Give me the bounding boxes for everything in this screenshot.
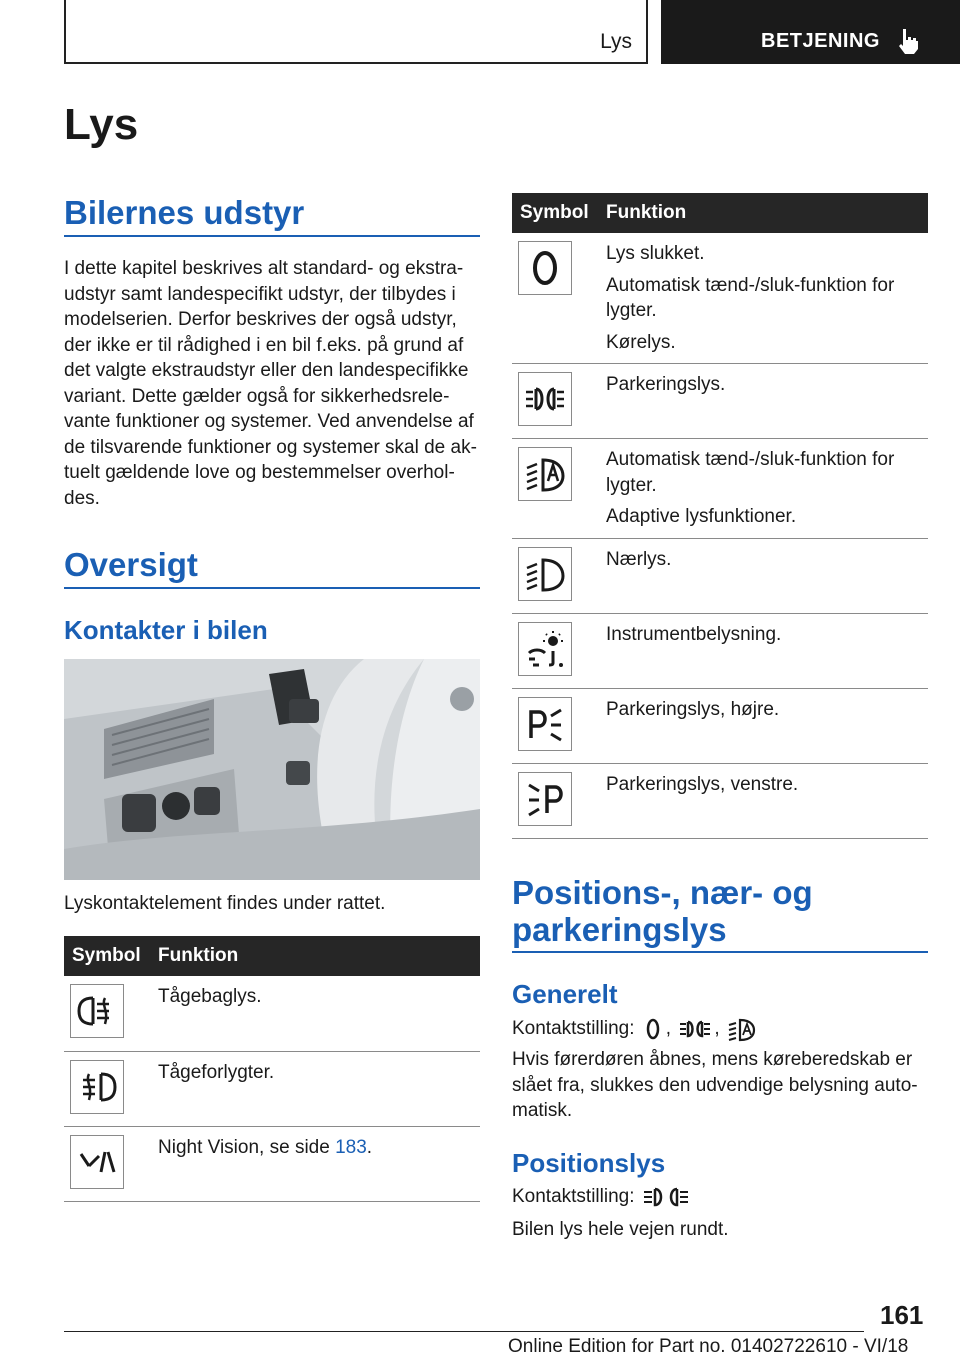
column-header-function: Funktion xyxy=(150,936,480,976)
table-row xyxy=(512,233,928,364)
function-text: Lys slukket. xyxy=(606,243,705,264)
general-paragraph: Hvis førerdøren åbnes, mens køreberedskab er slået fra, slukkes den udvendige belysning automatisk. xyxy=(512,1049,918,1121)
function-text: Tågebaglys. xyxy=(158,986,262,1007)
parking-light-icon xyxy=(642,1185,690,1209)
page-title: Lys xyxy=(64,100,139,149)
table-row xyxy=(512,364,928,439)
footer-rule xyxy=(64,1331,864,1332)
column-header-symbol: Symbol xyxy=(64,936,150,976)
table-row xyxy=(512,613,928,688)
photo-caption: Lyskontaktelement findes under rattet. xyxy=(64,893,386,914)
parking-light-left-icon xyxy=(518,772,572,826)
separator: , xyxy=(665,1018,672,1040)
function-text: Parkeringslys, venstre. xyxy=(606,773,799,795)
switch-position-line xyxy=(512,1184,928,1210)
instrument-lighting-icon xyxy=(518,622,572,676)
heading-rule xyxy=(64,235,480,237)
function-text: Nærlys. xyxy=(606,548,672,570)
dashboard-light-switch-photo xyxy=(64,659,480,880)
parking-light-right-icon xyxy=(518,697,572,751)
low-beam-icon xyxy=(518,547,572,601)
light-off-icon xyxy=(518,241,572,295)
heading-positions-line2: parkeringslys xyxy=(512,911,727,948)
column-header-function: Funktion xyxy=(598,193,928,233)
function-text: Tågeforlygter. xyxy=(158,1061,275,1083)
heading-rule xyxy=(64,587,480,589)
table-row xyxy=(512,763,928,838)
subheading-switches: Kontakter i bilen xyxy=(64,615,268,645)
position-light-paragraph: Bilen lys hele vejen rundt. xyxy=(512,1219,729,1240)
page-reference-link[interactable]: 183 xyxy=(335,1136,367,1158)
parking-light-icon xyxy=(678,1017,712,1041)
function-text-main: Night Vision, se side xyxy=(158,1136,336,1158)
parking-light-icon xyxy=(518,372,572,426)
switch-positions-line xyxy=(512,1016,928,1042)
table-row xyxy=(64,976,480,1051)
function-text-suffix: . xyxy=(366,1136,373,1158)
rear-fog-light-icon xyxy=(70,984,124,1038)
table-row xyxy=(512,538,928,613)
table-row xyxy=(512,688,928,763)
symbol-table-right xyxy=(512,193,928,839)
front-fog-light-icon xyxy=(70,1060,124,1114)
function-text: Automatisk tænd-/sluk-funktion for lygter. xyxy=(606,274,895,321)
pointing-hand-icon xyxy=(895,27,921,55)
equipment-paragraph: I dette kapitel beskrives alt standard- og ekstraudstyr samt landespecifikt udstyr, der tilbydes i modelserien. Derfor beskrives der også udstyr, der ikke er til rådighed i en bil f.eks. på grund af det valgte ekstraudstyr eller den landespecifikke variant. Dette gælder også for sikkerhedsrelevante funktioner og systemer. Ved anvendelse af de tilsvarende funktioner og systemer skal de aktuelt gældende love og bestemmelser overholdes. xyxy=(64,258,477,509)
function-text: Adaptive lysfunktioner. xyxy=(606,506,797,527)
function-text: Automatisk tænd-/sluk-funktion for lygter. xyxy=(606,449,895,496)
function-text: Parkeringslys, højre. xyxy=(606,698,780,720)
function-text: Kørelys. xyxy=(606,331,676,353)
function-text xyxy=(158,1135,476,1161)
heading-positions xyxy=(512,874,813,948)
separator: , xyxy=(714,1018,720,1040)
table-row xyxy=(64,1051,480,1126)
symbol-table-left xyxy=(64,936,480,1202)
function-text: Parkeringslys. xyxy=(606,374,726,395)
subheading-general: Generelt xyxy=(512,979,618,1009)
table-row xyxy=(64,1126,480,1201)
column-header-symbol: Symbol xyxy=(512,193,598,233)
header-section-title: Lys xyxy=(600,30,632,53)
heading-equipment: Bilernes udstyr xyxy=(64,194,305,231)
function-text: Instrumentbelysning. xyxy=(606,623,782,645)
header-section-box xyxy=(64,0,648,64)
heading-positions-line1: Positions-, nær- og xyxy=(512,874,813,911)
light-off-icon xyxy=(642,1017,664,1041)
switch-position-label: Kontaktstilling: xyxy=(512,1186,635,1207)
header-chapter-title: BETJENING xyxy=(761,30,880,52)
page-number: 161 xyxy=(880,1300,924,1330)
subheading-position-light: Positionslys xyxy=(512,1148,666,1178)
night-vision-icon xyxy=(70,1135,124,1189)
auto-headlight-icon xyxy=(727,1016,757,1042)
switch-position-label: Kontaktstilling: xyxy=(512,1018,635,1040)
auto-headlight-icon xyxy=(518,447,572,501)
heading-overview: Oversigt xyxy=(64,546,198,583)
footer-edition-text: Online Edition for Part no. 01402722610 - VI/18 xyxy=(508,1336,909,1357)
heading-rule xyxy=(512,951,928,953)
table-row xyxy=(512,439,928,539)
header-chapter-box xyxy=(661,0,960,64)
